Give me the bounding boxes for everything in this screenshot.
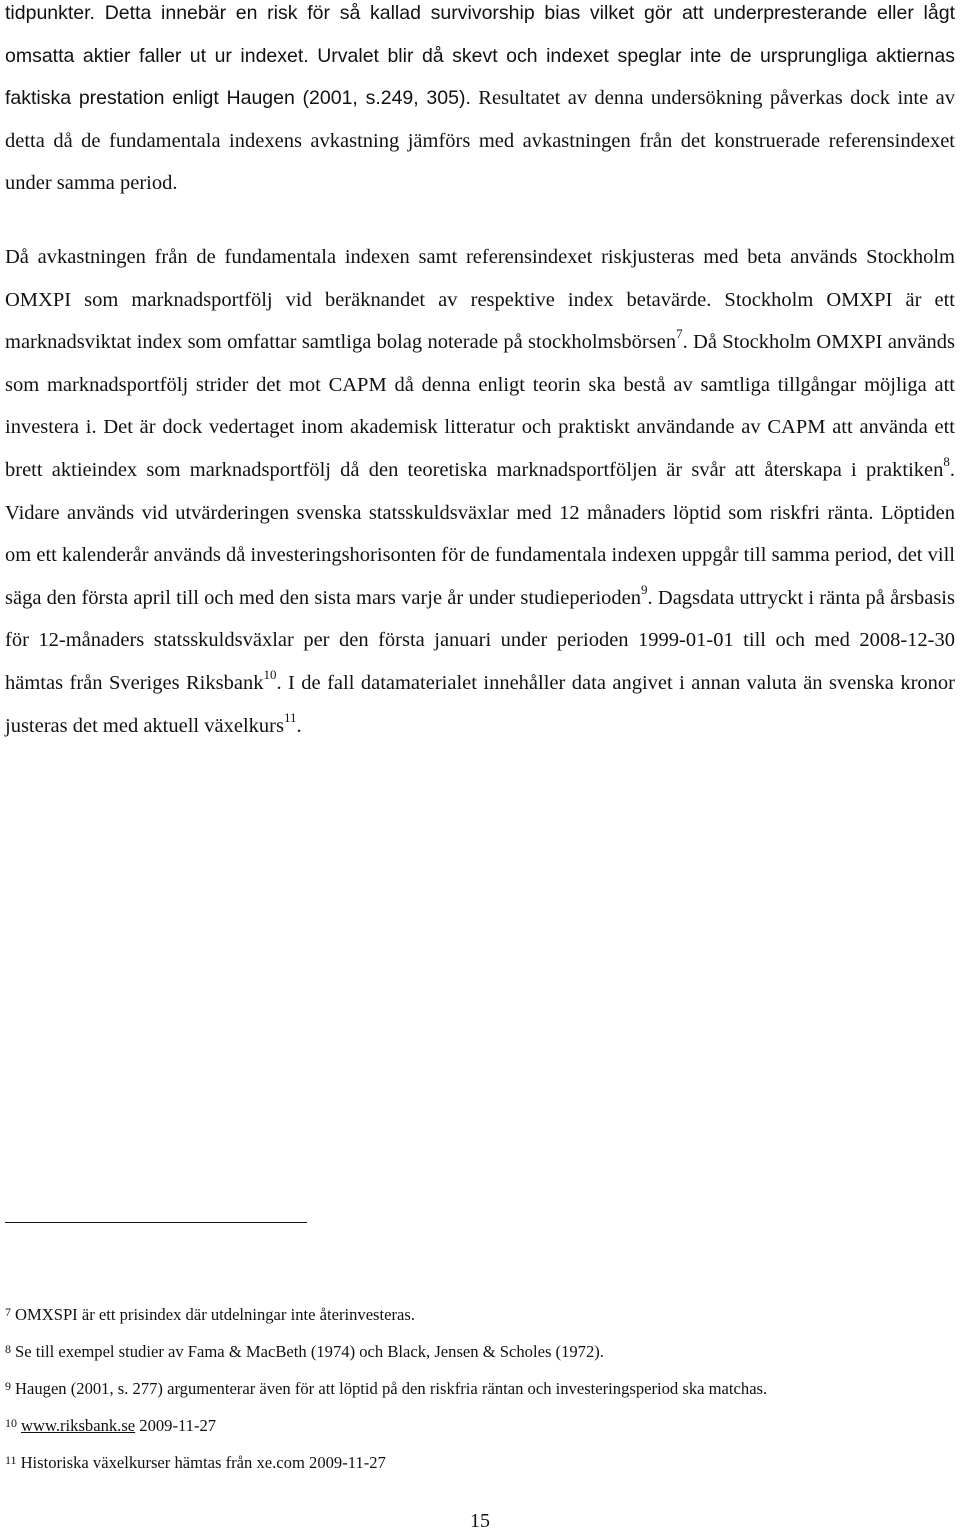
paragraph-2-text-6: .: [296, 714, 302, 737]
footnote-11: [5, 1444, 955, 1481]
footnote-ref-8[interactable]: 8: [943, 454, 950, 470]
footnote-ref-11[interactable]: 11: [283, 709, 297, 725]
paragraph-2-text-1: Då avkastningen från de fundamentala indexen samt referensindexet riskjusteras med beta används Stockholm OMXPI som marknadsportfölj vid beräknandet av respektive index betavärde. Stockholm OMXPI är ett marknadsviktat index som omfattar samtliga bolag noterade på stockholmsbörsen: [5, 246, 955, 354]
footnotes: [5, 1296, 955, 1481]
footnote-number: 10: [5, 1416, 17, 1430]
paragraph-2-text-4: . Dagsdata uttryckt i ränta på årsbasis för 12-månaders statsskuldsväxlar per den första januari under perioden 1999-01-01 till och med 2008-12-30 hämtas från Sveriges Riksbank: [5, 586, 955, 694]
footnote-8: [5, 1333, 955, 1370]
footnote-text: Se till exempel studier av Fama & MacBeth (1974) och Black, Jensen & Scholes (1972).: [15, 1342, 604, 1361]
footnote-10: [5, 1407, 955, 1444]
footnote-text: Historiska växelkurser hämtas från xe.com 2009-11-27: [20, 1453, 386, 1472]
footnote-number: 7: [5, 1305, 11, 1319]
footnote-separator: [5, 1222, 307, 1223]
body-paragraph-1: [5, 0, 955, 205]
footnote-text: OMXSPI är ett prisindex där utdelningar inte återinvesteras.: [15, 1305, 415, 1324]
paragraph-2-text-3: . Vidare används vid utvärderingen svenska statsskuldsväxlar med 12 månaders löptid som riskfri ränta. Löptiden om ett kalenderår används då investeringshorisonten för de fundamentala indexen uppgår till samma period, det vill säga den första april till och med den sista mars varje år under studieperioden: [5, 458, 955, 609]
riksbank-link[interactable]: www.riksbank.se: [21, 1416, 136, 1435]
footnote-ref-10[interactable]: 10: [263, 667, 277, 683]
footnote-text: Haugen (2001, s. 277) argumenterar även för att löptid på den riskfria räntan och investeringsperiod ska matchas.: [15, 1379, 768, 1398]
paragraph-1-text-sans: tidpunkter. Detta innebär en risk för så kallad survivorship bias vilket gör att underpresterande eller lågt omsatta aktier faller ut ur indexet. Urvalet blir då skevt och indexet speglar inte de ursprungliga aktiernas faktiska prestation enligt Haugen (2001, s.249, 305).: [5, 2, 955, 110]
page-number: 15: [470, 1510, 490, 1532]
footnote-text: 2009-11-27: [135, 1416, 217, 1435]
footnote-ref-7[interactable]: 7: [676, 326, 683, 342]
footnote-ref-9[interactable]: 9: [641, 581, 648, 597]
footnote-number: 9: [5, 1379, 11, 1393]
footnote-9: [5, 1370, 955, 1407]
paragraph-2-text-5: . I de fall datamaterialet innehåller data angivet i annan valuta än svenska kronor justeras det med aktuell växelkurs: [5, 671, 955, 737]
footnote-number: 8: [5, 1342, 11, 1356]
paragraph-1-text: Resultatet av denna undersökning påverkas dock inte av detta då de fundamentala indexens avkastning jämförs med avkastningen från det konstruerade referensindexet under samma period.: [5, 87, 955, 195]
footnote-7: [5, 1296, 955, 1333]
paragraph-2-text-2: . Då Stockholm OMXPI används som marknadsportfölj strider det mot CAPM då denna enligt teorin ska bestå av samtliga tillgångar möjliga att investera i. Det är dock vedertaget inom akademisk litteratur och praktiskt användande av CAPM att använda ett brett aktieindex som marknadsportfölj då den teoretiska marknadsportföljen är svår att återskapa i praktiken: [5, 331, 955, 481]
body-paragraph-2: [5, 236, 955, 747]
footnote-number: 11: [5, 1453, 17, 1467]
